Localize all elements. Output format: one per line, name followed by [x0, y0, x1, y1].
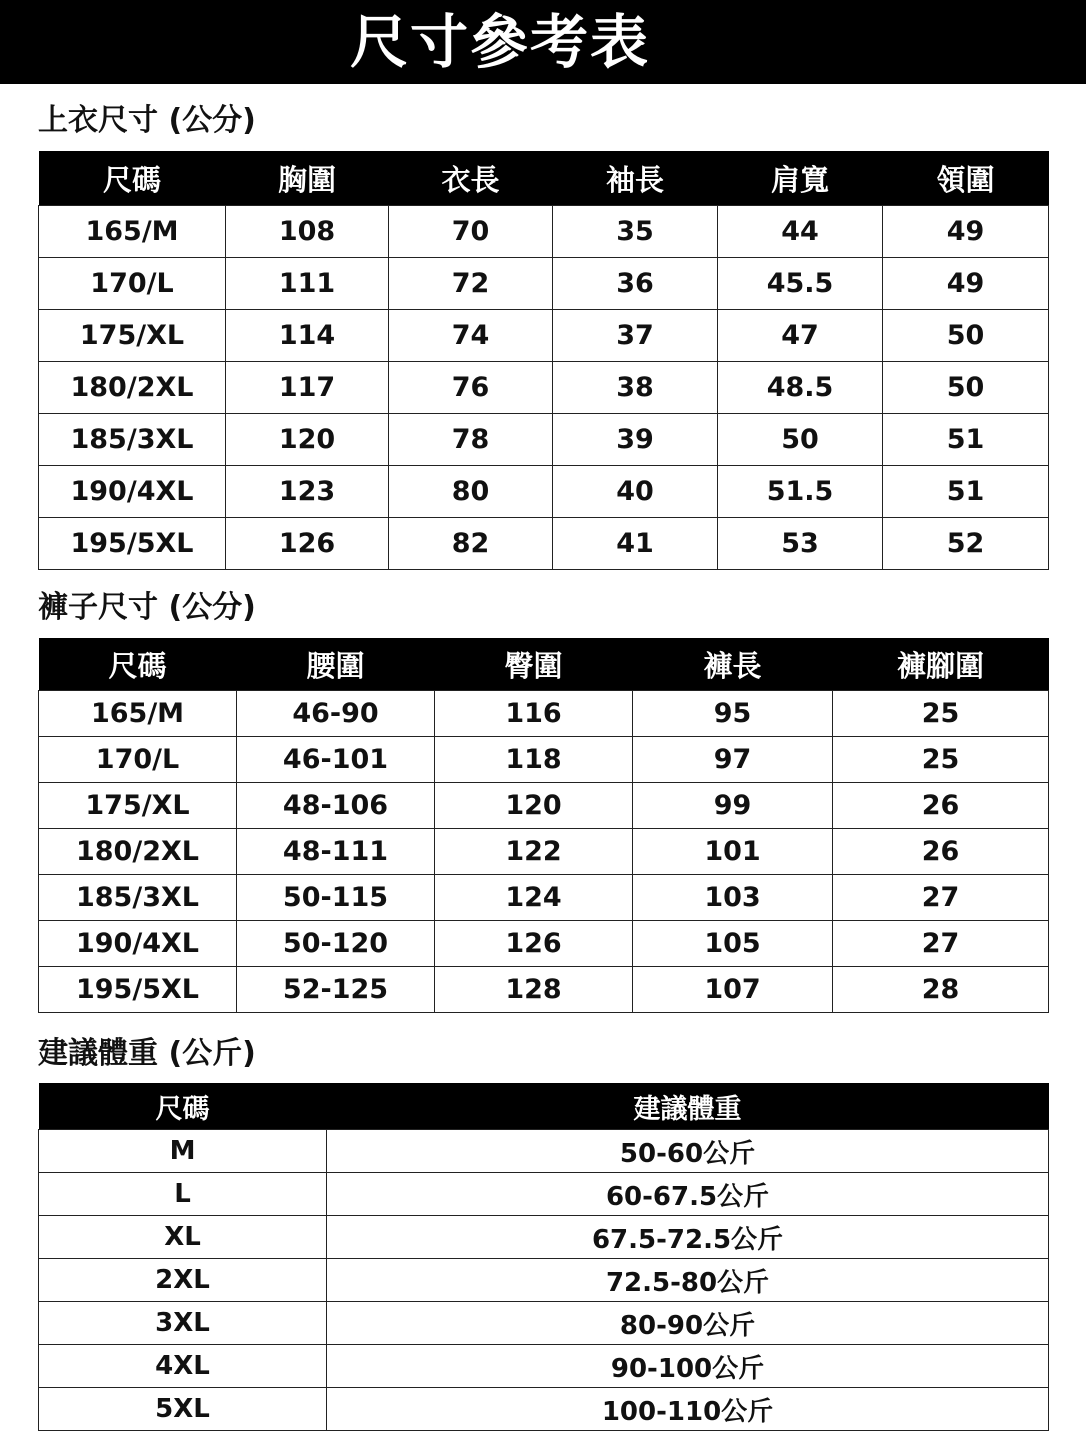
table-cell: 46-90: [237, 691, 435, 737]
table-cell: 108: [226, 206, 389, 258]
table-cell: 50: [883, 362, 1049, 414]
table-cell: 49: [883, 258, 1049, 310]
weight-table: [38, 1083, 1049, 1431]
table-cell: 48-106: [237, 783, 435, 829]
pants-size-table: [38, 638, 1049, 1013]
table-cell: 44: [718, 206, 883, 258]
table-row: [39, 691, 1049, 737]
table-cell: 51: [883, 414, 1049, 466]
table-row: [39, 783, 1049, 829]
table-cell: 48-111: [237, 829, 435, 875]
table-row: [39, 1259, 1049, 1302]
title-banner: [0, 0, 1086, 84]
table-cell: 165/M: [39, 691, 237, 737]
table-cell: 48.5: [718, 362, 883, 414]
table-cell: 190/4XL: [39, 466, 226, 518]
table-cell: 51.5: [718, 466, 883, 518]
header-waist: 腰圍: [237, 638, 435, 691]
table-cell: 37: [553, 310, 718, 362]
header-shoulder: 肩寬: [718, 151, 883, 206]
table-cell: 70: [389, 206, 553, 258]
header-length: 衣長: [389, 151, 553, 206]
table-cell: 107: [633, 967, 833, 1013]
table-cell: 105: [633, 921, 833, 967]
table-cell: 99: [633, 783, 833, 829]
table-cell: 111: [226, 258, 389, 310]
table-row: [39, 1130, 1049, 1173]
table-header-row: [39, 1083, 1049, 1130]
table-cell: 39: [553, 414, 718, 466]
table-cell: 103: [633, 875, 833, 921]
table-cell: 124: [435, 875, 633, 921]
header-hip: 臀圍: [435, 638, 633, 691]
page-title: 尺寸參考表: [349, 8, 650, 76]
table-cell: 72.5-80公斤: [327, 1259, 1049, 1302]
table-row: [39, 362, 1049, 414]
table-cell: 50: [718, 414, 883, 466]
table-cell: 50-120: [237, 921, 435, 967]
table-cell: 38: [553, 362, 718, 414]
table-row: [39, 1345, 1049, 1388]
header-pants-length: 褲長: [633, 638, 833, 691]
table-cell: 25: [833, 691, 1049, 737]
table-cell: 52-125: [237, 967, 435, 1013]
table-cell: 101: [633, 829, 833, 875]
table-header-row: [39, 638, 1049, 691]
table-cell: 175/XL: [39, 783, 237, 829]
table-row: [39, 258, 1049, 310]
top-size-table: [38, 151, 1049, 570]
header-size: 尺碼: [39, 1083, 327, 1130]
table-cell: 195/5XL: [39, 518, 226, 570]
table-cell: 117: [226, 362, 389, 414]
table-cell: 90-100公斤: [327, 1345, 1049, 1388]
table-cell: 60-67.5公斤: [327, 1173, 1049, 1216]
table-cell: 122: [435, 829, 633, 875]
table-cell: 180/2XL: [39, 829, 237, 875]
table-cell: 27: [833, 875, 1049, 921]
table-cell: 185/3XL: [39, 414, 226, 466]
table-cell: 74: [389, 310, 553, 362]
table-cell: 118: [435, 737, 633, 783]
table-row: [39, 875, 1049, 921]
table-cell: 190/4XL: [39, 921, 237, 967]
table-cell: 51: [883, 466, 1049, 518]
table-cell: 95: [633, 691, 833, 737]
header-size: 尺碼: [39, 151, 226, 206]
table-cell: 25: [833, 737, 1049, 783]
table-cell: 126: [226, 518, 389, 570]
table-cell: 27: [833, 921, 1049, 967]
table-cell: 49: [883, 206, 1049, 258]
table-cell: 52: [883, 518, 1049, 570]
table-row: [39, 1302, 1049, 1345]
table-cell: L: [39, 1173, 327, 1216]
table-cell: XL: [39, 1216, 327, 1259]
table-cell: 116: [435, 691, 633, 737]
table-cell: 2XL: [39, 1259, 327, 1302]
header-size: 尺碼: [39, 638, 237, 691]
table-row: [39, 310, 1049, 362]
table-cell: 82: [389, 518, 553, 570]
table-cell: 50: [883, 310, 1049, 362]
table-cell: 123: [226, 466, 389, 518]
table-header-row: [39, 151, 1049, 206]
table-row: [39, 466, 1049, 518]
table-row: [39, 967, 1049, 1013]
table-cell: 120: [435, 783, 633, 829]
table-cell: 72: [389, 258, 553, 310]
weight-section-title: 建議體重 (公斤): [38, 1036, 256, 1071]
header-collar: 領圍: [883, 151, 1049, 206]
table-row: [39, 829, 1049, 875]
table-cell: 97: [633, 737, 833, 783]
pants-size-section-title: 褲子尺寸 (公分): [38, 590, 256, 625]
table-cell: 120: [226, 414, 389, 466]
table-cell: 5XL: [39, 1388, 327, 1431]
table-cell: 180/2XL: [39, 362, 226, 414]
table-cell: 35: [553, 206, 718, 258]
table-row: [39, 414, 1049, 466]
table-cell: 4XL: [39, 1345, 327, 1388]
table-cell: 40: [553, 466, 718, 518]
table-cell: 36: [553, 258, 718, 310]
header-sleeve: 袖長: [553, 151, 718, 206]
table-cell: 3XL: [39, 1302, 327, 1345]
table-cell: 128: [435, 967, 633, 1013]
table-cell: 45.5: [718, 258, 883, 310]
header-chest: 胸圍: [226, 151, 389, 206]
table-row: [39, 206, 1049, 258]
table-cell: 170/L: [39, 737, 237, 783]
table-cell: 195/5XL: [39, 967, 237, 1013]
table-cell: 50-115: [237, 875, 435, 921]
table-cell: 28: [833, 967, 1049, 1013]
table-cell: 114: [226, 310, 389, 362]
table-row: [39, 1173, 1049, 1216]
table-row: [39, 1216, 1049, 1259]
table-cell: 80-90公斤: [327, 1302, 1049, 1345]
table-row: [39, 1388, 1049, 1431]
table-cell: 41: [553, 518, 718, 570]
table-row: [39, 518, 1049, 570]
table-row: [39, 921, 1049, 967]
table-cell: 100-110公斤: [327, 1388, 1049, 1431]
table-cell: 50-60公斤: [327, 1130, 1049, 1173]
table-cell: 67.5-72.5公斤: [327, 1216, 1049, 1259]
table-cell: 126: [435, 921, 633, 967]
table-cell: 80: [389, 466, 553, 518]
table-cell: 78: [389, 414, 553, 466]
table-cell: 26: [833, 829, 1049, 875]
table-row: [39, 737, 1049, 783]
table-cell: 165/M: [39, 206, 226, 258]
table-cell: 185/3XL: [39, 875, 237, 921]
header-recommended-weight: 建議體重: [327, 1083, 1049, 1130]
table-cell: 26: [833, 783, 1049, 829]
table-cell: 76: [389, 362, 553, 414]
top-size-section-title: 上衣尺寸 (公分): [38, 103, 256, 138]
table-cell: 46-101: [237, 737, 435, 783]
table-cell: 47: [718, 310, 883, 362]
table-cell: 53: [718, 518, 883, 570]
table-cell: 170/L: [39, 258, 226, 310]
table-cell: M: [39, 1130, 327, 1173]
table-cell: 175/XL: [39, 310, 226, 362]
header-leg-opening: 褲腳圍: [833, 638, 1049, 691]
